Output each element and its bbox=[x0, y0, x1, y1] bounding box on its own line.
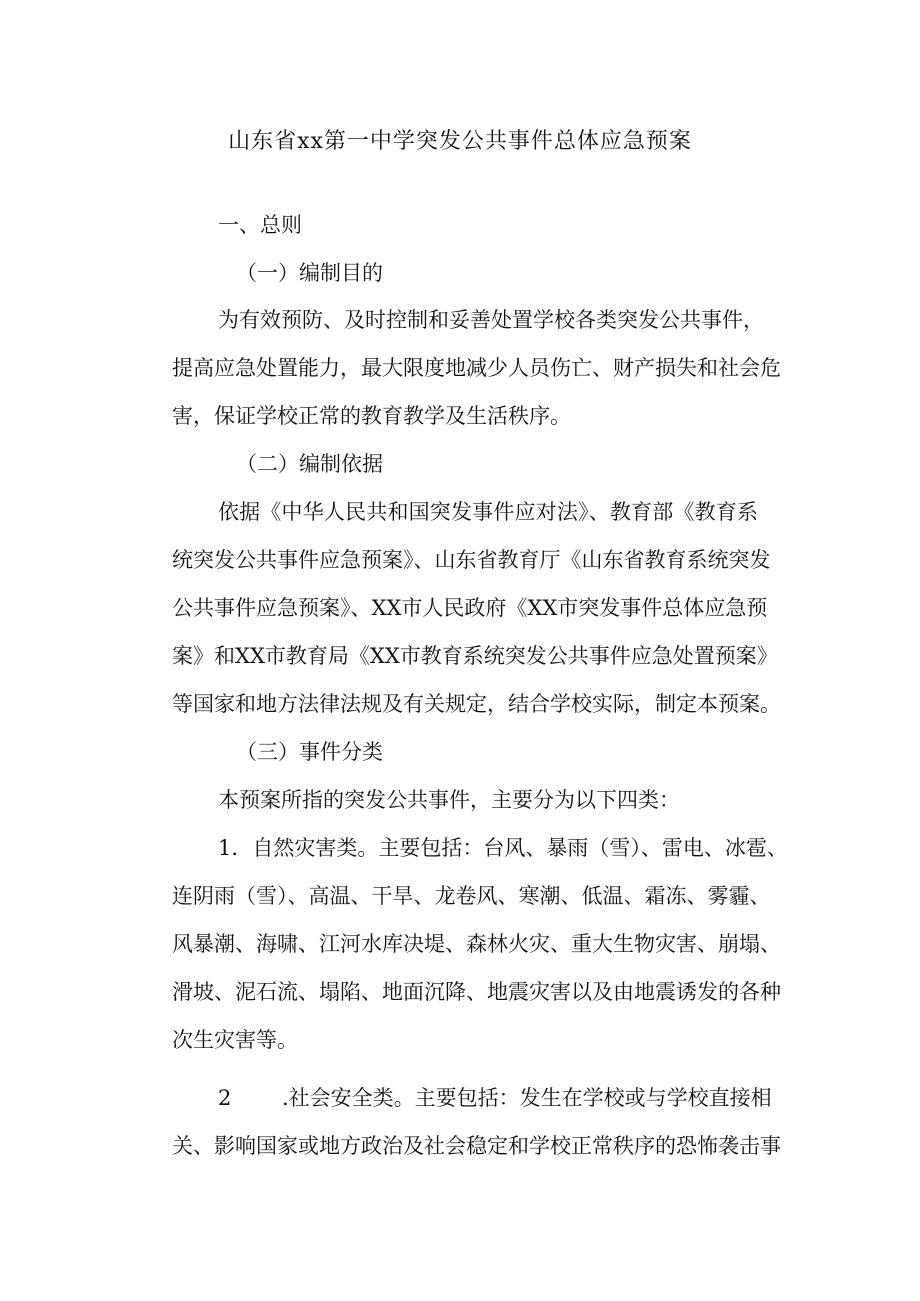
paragraph-line: 为有效预防、及时控制和妥善处置学校各类突发公共事件， bbox=[218, 308, 764, 332]
list-item-line: .社会安全类。主要包括：发生在学校或与学校直接相 bbox=[282, 1086, 772, 1110]
subsection-heading: （一）编制目的 bbox=[236, 261, 383, 285]
subsection-heading: （三）事件分类 bbox=[236, 740, 383, 764]
subsection-heading: （二）编制依据 bbox=[236, 452, 383, 476]
list-item-line: 滑坡、泥石流、塌陷、地面沉降、地震灾害以及由地震诱发的各种 bbox=[172, 980, 781, 1004]
list-item-line: 次生灾害等。 bbox=[172, 1028, 298, 1052]
paragraph-line: 提高应急处置能力，最大限度地减少人员伤亡、财产损失和社会危 bbox=[172, 356, 781, 380]
paragraph-line: 案》和XX市教育局《XX市教育系统突发公共事件应急处置预案》 bbox=[172, 644, 778, 668]
paragraph-line: 公共事件应急预案》、XX市人民政府《XX市突发事件总体应急预 bbox=[172, 596, 768, 620]
list-item-number: 2 bbox=[218, 1086, 232, 1110]
list-item-line: 1．自然灾害类。主要包括：台风、暴雨（雪）、雷电、冰雹、 bbox=[218, 836, 788, 860]
list-item-line: 风暴潮、海啸、江河水库决堤、森林火灾、重大生物灾害、崩塌、 bbox=[172, 932, 781, 956]
paragraph-line: 害，保证学校正常的教育教学及生活秩序。 bbox=[172, 404, 571, 428]
section-heading: 一、总则 bbox=[218, 213, 302, 237]
paragraph-line: 等国家和地方法律法规及有关规定，结合学校实际，制定本预案。 bbox=[172, 692, 781, 716]
paragraph-line: 依据《中华人民共和国突发事件应对法》、教育部《教育系 bbox=[218, 500, 758, 524]
list-item-line: 关、影响国家或地方政治及社会稳定和学校正常秩序的恐怖袭击事 bbox=[172, 1134, 781, 1158]
list-item-line: 连阴雨（雪）、高温、干旱、龙卷风、寒潮、低温、霜冻、雾霾、 bbox=[172, 884, 771, 908]
document-title: 山东省xx第一中学突发公共事件总体应急预案 bbox=[228, 129, 692, 154]
paragraph-line: 本预案所指的突发公共事件，主要分为以下四类： bbox=[218, 788, 680, 812]
paragraph-line: 统突发公共事件应急预案》、山东省教育厅《山东省教育系统突发 bbox=[172, 548, 771, 572]
